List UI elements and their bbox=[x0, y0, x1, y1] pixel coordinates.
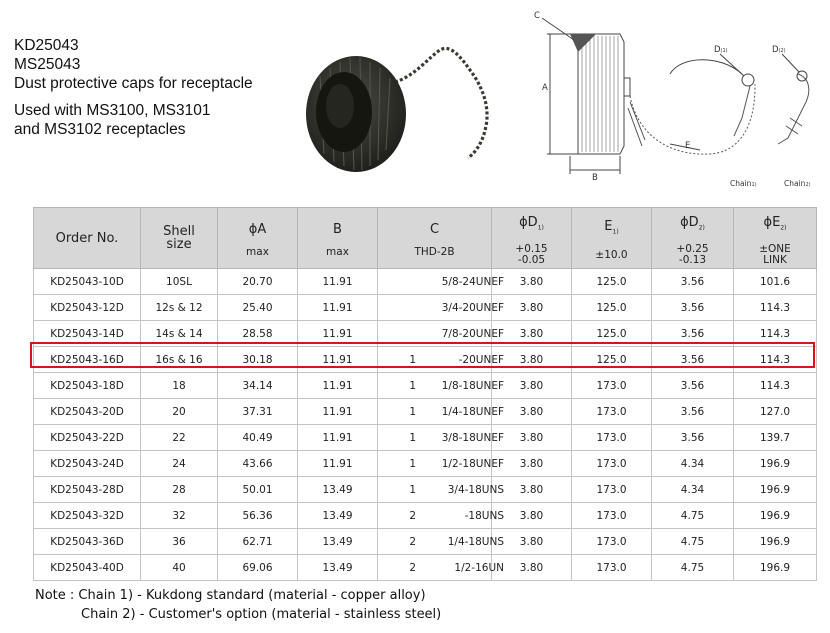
svg-text:D(1): D(1) bbox=[714, 45, 728, 55]
svg-text:Chain1): Chain1) bbox=[730, 179, 757, 188]
header-c: C THD-2B bbox=[378, 208, 492, 269]
cell-b: 11.91 bbox=[298, 269, 378, 295]
cell-e1: 173.0 bbox=[572, 477, 652, 503]
cell-e2: 114.3 bbox=[734, 373, 817, 399]
cell-e1: 173.0 bbox=[572, 555, 652, 581]
cell-e1: 173.0 bbox=[572, 529, 652, 555]
mil-spec-number: MS25043 bbox=[14, 56, 81, 73]
cell-e2: 114.3 bbox=[734, 295, 817, 321]
cell-a: 25.40 bbox=[218, 295, 298, 321]
cell-d1: 3.80 bbox=[492, 399, 572, 425]
cell-d2: 3.56 bbox=[652, 373, 734, 399]
cell-a: 28.58 bbox=[218, 321, 298, 347]
cell-e1: 125.0 bbox=[572, 295, 652, 321]
cell-b: 11.91 bbox=[298, 347, 378, 373]
cell-d2: 3.56 bbox=[652, 269, 734, 295]
cell-shell-size: 16s & 16 bbox=[141, 347, 218, 373]
product-title-block bbox=[14, 36, 253, 139]
table-row bbox=[34, 529, 817, 555]
cell-a: 37.31 bbox=[218, 399, 298, 425]
cell-thread: 1 1/4-18UNEF bbox=[378, 399, 492, 425]
cell-order-no: KD25043-20D bbox=[34, 399, 141, 425]
chain2-label: Chain bbox=[784, 179, 806, 188]
cell-d1: 3.80 bbox=[492, 321, 572, 347]
cell-d1: 3.80 bbox=[492, 425, 572, 451]
cell-b: 11.91 bbox=[298, 321, 378, 347]
cell-d2: 3.56 bbox=[652, 295, 734, 321]
drawing-label-a: A bbox=[542, 83, 548, 93]
cell-order-no: KD25043-18D bbox=[34, 373, 141, 399]
cell-e2: 114.3 bbox=[734, 347, 817, 373]
cell-e1: 173.0 bbox=[572, 399, 652, 425]
drawing-label-d2: D bbox=[772, 45, 779, 55]
table-row bbox=[34, 555, 817, 581]
cell-shell-size: 12s & 12 bbox=[141, 295, 218, 321]
table-row bbox=[34, 399, 817, 425]
cell-e1: 173.0 bbox=[572, 451, 652, 477]
cell-a: 56.36 bbox=[218, 503, 298, 529]
cell-a: 69.06 bbox=[218, 555, 298, 581]
cell-e2: 196.9 bbox=[734, 503, 817, 529]
cell-a: 40.49 bbox=[218, 425, 298, 451]
cell-order-no: KD25043-40D bbox=[34, 555, 141, 581]
cell-thread: 5/8-24UNEF bbox=[378, 269, 492, 295]
cell-d2: 3.56 bbox=[652, 347, 734, 373]
chain1-label: Chain bbox=[730, 179, 752, 188]
header-a: ϕA max bbox=[218, 208, 298, 269]
cell-shell-size: 22 bbox=[141, 425, 218, 451]
cell-e1: 125.0 bbox=[572, 321, 652, 347]
table-row bbox=[34, 321, 817, 347]
cell-e1: 125.0 bbox=[572, 269, 652, 295]
cell-e2: 196.9 bbox=[734, 555, 817, 581]
svg-text:Chain2): Chain2) bbox=[784, 179, 811, 188]
cell-d2: 4.34 bbox=[652, 451, 734, 477]
cell-d1: 3.80 bbox=[492, 451, 572, 477]
table-row bbox=[34, 373, 817, 399]
spec-table bbox=[33, 207, 817, 581]
cell-d2: 3.56 bbox=[652, 399, 734, 425]
drawing-label-d1: D bbox=[714, 45, 721, 55]
cell-d1: 3.80 bbox=[492, 373, 572, 399]
drawing-label-b: B bbox=[592, 173, 598, 183]
cell-a: 30.18 bbox=[218, 347, 298, 373]
cell-order-no: KD25043-36D bbox=[34, 529, 141, 555]
cell-d2: 4.75 bbox=[652, 503, 734, 529]
table-row bbox=[34, 295, 817, 321]
cell-b: 11.91 bbox=[298, 425, 378, 451]
cell-d2: 3.56 bbox=[652, 425, 734, 451]
cell-e2: 196.9 bbox=[734, 529, 817, 555]
drawing-label-e: E bbox=[685, 141, 691, 151]
cell-e2: 196.9 bbox=[734, 451, 817, 477]
chain-path bbox=[395, 48, 487, 158]
cell-d1: 3.80 bbox=[492, 477, 572, 503]
cell-order-no: KD25043-24D bbox=[34, 451, 141, 477]
cell-e1: 173.0 bbox=[572, 425, 652, 451]
cell-a: 50.01 bbox=[218, 477, 298, 503]
table-row bbox=[34, 425, 817, 451]
cell-a: 62.71 bbox=[218, 529, 298, 555]
cell-d2: 4.75 bbox=[652, 555, 734, 581]
cell-d2: 4.75 bbox=[652, 529, 734, 555]
cell-thread: 1 3/8-18UNEF bbox=[378, 425, 492, 451]
cell-thread: 2 -18UNS bbox=[378, 503, 492, 529]
cell-shell-size: 14s & 14 bbox=[141, 321, 218, 347]
cell-thread: 1 -20UNEF bbox=[378, 347, 492, 373]
cell-d2: 4.34 bbox=[652, 477, 734, 503]
cell-d1: 3.80 bbox=[492, 347, 572, 373]
part-number: KD25043 bbox=[14, 37, 79, 54]
cell-thread: 3/4-20UNEF bbox=[378, 295, 492, 321]
cell-b: 11.91 bbox=[298, 451, 378, 477]
cell-shell-size: 18 bbox=[141, 373, 218, 399]
cell-order-no: KD25043-16D bbox=[34, 347, 141, 373]
cell-thread: 1 1/8-18UNEF bbox=[378, 373, 492, 399]
cell-e2: 101.6 bbox=[734, 269, 817, 295]
cell-shell-size: 20 bbox=[141, 399, 218, 425]
cell-order-no: KD25043-28D bbox=[34, 477, 141, 503]
drawing-label-c: C bbox=[534, 11, 540, 21]
cell-d1: 3.80 bbox=[492, 529, 572, 555]
header-e2: $\phi E_{2)}$ ±ONE LINK bbox=[734, 208, 817, 269]
table-row bbox=[34, 477, 817, 503]
svg-text:D(2): D(2) bbox=[772, 45, 786, 55]
cell-d1: 3.80 bbox=[492, 269, 572, 295]
cell-shell-size: 32 bbox=[141, 503, 218, 529]
usage-line-2: and MS3102 receptacles bbox=[14, 121, 186, 138]
cell-order-no: KD25043-10D bbox=[34, 269, 141, 295]
cell-thread: 1 3/4-18UNS bbox=[378, 477, 492, 503]
cell-a: 20.70 bbox=[218, 269, 298, 295]
cell-b: 11.91 bbox=[298, 373, 378, 399]
usage-line-1: Used with MS3100, MS3101 bbox=[14, 102, 211, 119]
cell-order-no: KD25043-32D bbox=[34, 503, 141, 529]
cell-b: 11.91 bbox=[298, 295, 378, 321]
cell-e2: 196.9 bbox=[734, 477, 817, 503]
header-b: B max bbox=[298, 208, 378, 269]
note-chain1: Note : Chain 1) - Kukdong standard (material - copper alloy) bbox=[35, 588, 426, 603]
cell-a: 34.14 bbox=[218, 373, 298, 399]
cap-photo bbox=[300, 46, 515, 181]
cell-a: 43.66 bbox=[218, 451, 298, 477]
dimension-drawing bbox=[520, 6, 825, 196]
table-row bbox=[34, 451, 817, 477]
note-chain2: Chain 2) - Customer's option (material - stainless steel) bbox=[81, 607, 442, 622]
header-shell-size: Shell size bbox=[141, 208, 218, 269]
cell-e2: 114.3 bbox=[734, 321, 817, 347]
table-row bbox=[34, 503, 817, 529]
cell-e2: 139.7 bbox=[734, 425, 817, 451]
cell-d1: 3.80 bbox=[492, 295, 572, 321]
cell-thread: 7/8-20UNEF bbox=[378, 321, 492, 347]
cell-e1: 173.0 bbox=[572, 503, 652, 529]
cell-b: 13.49 bbox=[298, 503, 378, 529]
cell-thread: 1 1/2-18UNEF bbox=[378, 451, 492, 477]
cell-d1: 3.80 bbox=[492, 555, 572, 581]
cell-shell-size: 10SL bbox=[141, 269, 218, 295]
header-order-no: Order No. bbox=[34, 208, 141, 269]
notes-block bbox=[35, 586, 441, 624]
table-row bbox=[34, 347, 817, 373]
cell-e1: 173.0 bbox=[572, 373, 652, 399]
product-description: Dust protective caps for receptacle bbox=[14, 75, 253, 92]
cell-e1: 125.0 bbox=[572, 347, 652, 373]
header-d1: $\phi D_{1)}$ +0.15 -0.05 bbox=[492, 208, 572, 269]
cell-b: 13.49 bbox=[298, 529, 378, 555]
cell-order-no: KD25043-14D bbox=[34, 321, 141, 347]
cell-order-no: KD25043-22D bbox=[34, 425, 141, 451]
cell-b: 11.91 bbox=[298, 399, 378, 425]
cell-shell-size: 24 bbox=[141, 451, 218, 477]
table-row bbox=[34, 269, 817, 295]
cell-b: 13.49 bbox=[298, 477, 378, 503]
cell-shell-size: 28 bbox=[141, 477, 218, 503]
cell-d1: 3.80 bbox=[492, 503, 572, 529]
header-d2: $\phi D_{2)}$ +0.25 -0.13 bbox=[652, 208, 734, 269]
cell-thread: 2 1/4-18UNS bbox=[378, 529, 492, 555]
cell-thread: 2 1/2-16UN bbox=[378, 555, 492, 581]
cell-shell-size: 40 bbox=[141, 555, 218, 581]
cell-shell-size: 36 bbox=[141, 529, 218, 555]
cell-d2: 3.56 bbox=[652, 321, 734, 347]
cell-order-no: KD25043-12D bbox=[34, 295, 141, 321]
cell-e2: 127.0 bbox=[734, 399, 817, 425]
header-e1: $E_{1)}$ ±10.0 bbox=[572, 208, 652, 269]
cell-b: 13.49 bbox=[298, 555, 378, 581]
